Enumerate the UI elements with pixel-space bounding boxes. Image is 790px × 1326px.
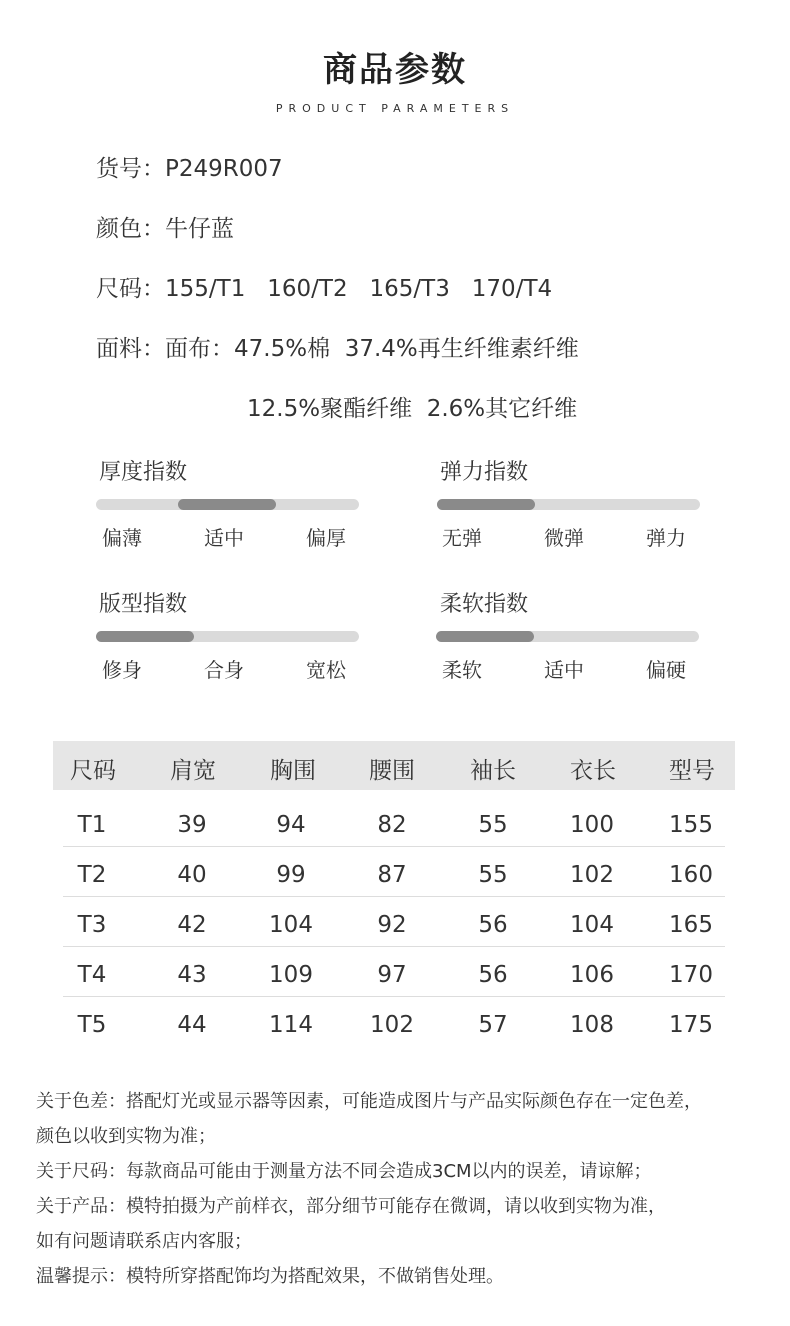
- row-divider: [63, 946, 725, 947]
- spec-fabric-line1: 面料：面布：47.5%棉 37.4%再生纤维素纤维: [96, 336, 579, 362]
- table-cell: 114: [269, 1012, 313, 1038]
- table-cell: T3: [77, 912, 107, 938]
- table-cell: 94: [276, 812, 306, 838]
- softness-level-medium: 适中: [544, 658, 584, 682]
- note-color-difference: 关于色差：搭配灯光或显示器等因素，可能造成图片与产品实际颜色存在一定色差，: [36, 1091, 702, 1112]
- thickness-level-medium: 适中: [204, 526, 244, 550]
- elasticity-index: [437, 455, 707, 555]
- table-cell: 104: [570, 912, 614, 938]
- row-divider: [63, 996, 725, 997]
- softness-index-fill: [436, 631, 534, 642]
- softness-level-soft: 柔软: [442, 658, 482, 682]
- fit-index-fill: [96, 631, 194, 642]
- page-subtitle: PRODUCT PARAMETERS: [275, 102, 515, 115]
- table-cell: 102: [570, 862, 614, 888]
- table-cell: 165: [669, 912, 713, 938]
- softness-index-track: [436, 631, 699, 642]
- table-cell: T1: [77, 812, 107, 838]
- elasticity-level-stretch: 弹力: [646, 526, 686, 550]
- table-cell: 170: [669, 962, 713, 988]
- table-cell: 106: [570, 962, 614, 988]
- table-cell: 82: [377, 812, 407, 838]
- table-cell: 56: [478, 962, 508, 988]
- table-cell: 55: [478, 812, 508, 838]
- page-title: 商品参数: [323, 50, 467, 90]
- note-product: 关于产品：模特拍摄为产前样衣，部分细节可能存在微调，请以收到实物为准，: [36, 1196, 666, 1217]
- elasticity-level-slight: 微弹: [544, 526, 584, 550]
- table-cell: 109: [269, 962, 313, 988]
- header-length: 衣长: [570, 758, 616, 784]
- table-cell: 102: [370, 1012, 414, 1038]
- elasticity-level-none: 无弹: [442, 526, 482, 550]
- thickness-index-fill: [178, 499, 276, 510]
- fit-index-track: [96, 631, 359, 642]
- thickness-index-title: 厚度指数: [99, 460, 188, 485]
- fit-index-title: 版型指数: [99, 592, 188, 617]
- table-cell: 155: [669, 812, 713, 838]
- elasticity-index-fill: [437, 499, 535, 510]
- row-divider: [63, 846, 725, 847]
- table-cell: T2: [77, 862, 107, 888]
- thickness-level-thick: 偏厚: [306, 526, 346, 550]
- note-size: 关于尺码：每款商品可能由于测量方法不同会造成3CM以内的误差，请谅解；: [36, 1161, 652, 1182]
- note-product-cont: 如有问题请联系店内客服；: [36, 1231, 252, 1252]
- table-cell: 87: [377, 862, 407, 888]
- elasticity-index-title: 弹力指数: [440, 460, 529, 485]
- header-size: 尺码: [70, 758, 116, 784]
- thickness-level-thin: 偏薄: [102, 526, 142, 550]
- softness-level-hard: 偏硬: [646, 658, 686, 682]
- table-cell: 57: [478, 1012, 508, 1038]
- fit-level-loose: 宽松: [306, 658, 346, 682]
- spec-size: 尺码：155/T1 160/T2 165/T3 170/T4: [96, 276, 553, 302]
- note-tip: 温馨提示：模特所穿搭配饰均为搭配效果，不做销售处理。: [36, 1266, 504, 1287]
- fit-level-regular: 合身: [204, 658, 244, 682]
- fit-level-slim: 修身: [102, 658, 142, 682]
- header-shoulder: 肩宽: [170, 758, 216, 784]
- header-sleeve: 袖长: [470, 758, 516, 784]
- table-cell: 43: [177, 962, 207, 988]
- softness-index-title: 柔软指数: [440, 592, 529, 617]
- table-cell: 40: [177, 862, 207, 888]
- table-cell: 39: [177, 812, 207, 838]
- table-cell: T5: [77, 1012, 107, 1038]
- table-cell: 160: [669, 862, 713, 888]
- table-cell: 55: [478, 862, 508, 888]
- table-cell: 92: [377, 912, 407, 938]
- table-cell: T4: [77, 962, 107, 988]
- header-chest: 胸围: [270, 758, 316, 784]
- spec-color: 颜色：牛仔蓝: [96, 216, 234, 242]
- table-cell: 97: [377, 962, 407, 988]
- thickness-index-track: [96, 499, 359, 510]
- note-color-difference-cont: 颜色以收到实物为准；: [36, 1126, 216, 1147]
- table-cell: 44: [177, 1012, 207, 1038]
- table-cell: 108: [570, 1012, 614, 1038]
- header-model: 型号: [669, 758, 715, 784]
- fit-index: [96, 587, 366, 687]
- table-cell: 100: [570, 812, 614, 838]
- spec-item-no: 货号：P249R007: [96, 156, 283, 182]
- thickness-index: [96, 455, 366, 555]
- table-cell: 56: [478, 912, 508, 938]
- spec-fabric-line2: 12.5%聚酯纤维 2.6%其它纤维: [247, 396, 578, 422]
- table-cell: 175: [669, 1012, 713, 1038]
- softness-index: [436, 587, 706, 687]
- row-divider: [63, 896, 725, 897]
- header-waist: 腰围: [369, 758, 415, 784]
- table-cell: 99: [276, 862, 306, 888]
- elasticity-index-track: [437, 499, 700, 510]
- table-cell: 104: [269, 912, 313, 938]
- table-cell: 42: [177, 912, 207, 938]
